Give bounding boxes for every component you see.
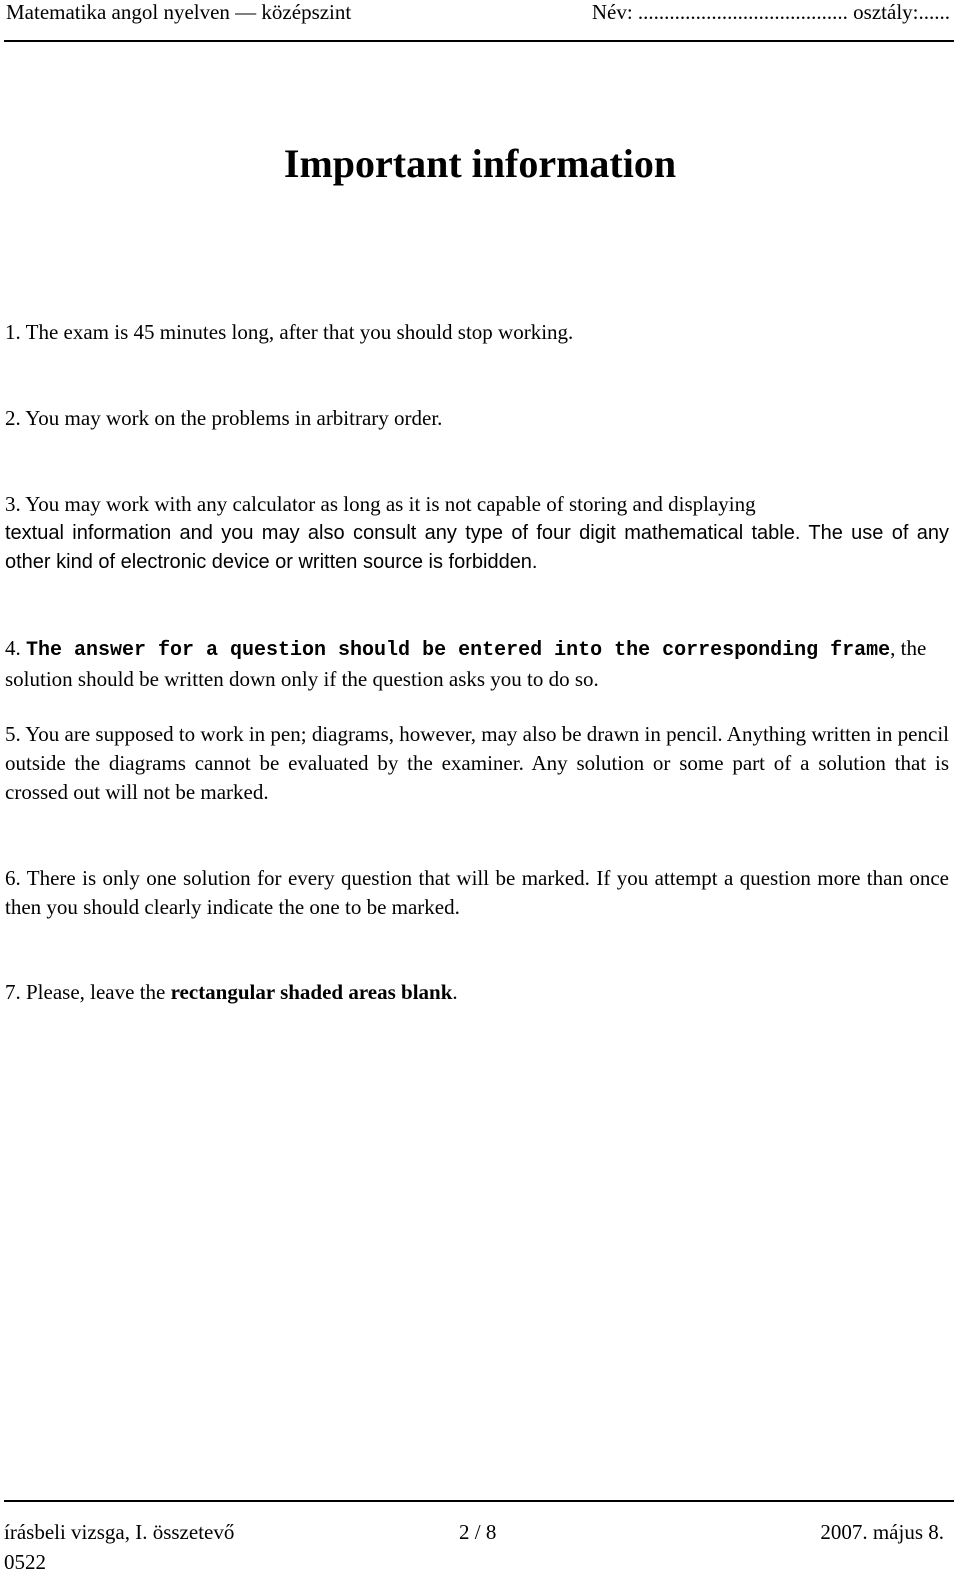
instruction-6: 6. There is only one solution for every question that will be marked. If you attempt a question more than once then you should clearly indicate the one to be marked.	[5, 866, 949, 919]
instruction-3-line1: 3. You may work with any calculator as long as it is not capable of storing and displaying	[5, 492, 756, 516]
page-header	[4, 0, 954, 42]
footer-page-number: 2 / 8	[459, 1520, 497, 1544]
header-subject: Matematika angol nyelven — középszint	[6, 0, 352, 24]
footer-date: 2007. május 8.	[820, 1520, 944, 1544]
instruction-4-emphasis: The answer for a question should be entered into the corresponding frame	[26, 639, 891, 662]
instruction-3	[5, 490, 949, 577]
footer-exam-part: írásbeli vizsga, I. összetevő	[4, 1520, 235, 1544]
header-name-class-field: Név: ........................................ osztály:......	[591, 0, 950, 24]
page-title: Important information	[283, 141, 677, 186]
footer-code: 0522	[4, 1550, 46, 1574]
instruction-2: 2. You may work on the problems in arbitrary order.	[5, 406, 443, 430]
instruction-7	[5, 978, 949, 1007]
instruction-4	[5, 634, 949, 694]
instruction-1: 1. The exam is 45 minutes long, after that you should stop working.	[5, 320, 574, 344]
page-footer	[4, 1500, 954, 1574]
instruction-4-rest: solution should be written down only if the question asks you to do so.	[5, 667, 599, 691]
instruction-7-post: .	[452, 980, 458, 1004]
instruction-4-after: , the	[890, 636, 927, 660]
instruction-7-emphasis: rectangular shaded areas blank	[170, 980, 453, 1004]
instruction-4-number: 4.	[5, 636, 21, 660]
instruction-3-rest: textual information and you may also consult any type of four digit mathematical table. The use of any other kind of electronic device or written source is forbidden.	[5, 522, 949, 573]
instruction-5: 5. You are supposed to work in pen; diagrams, however, may also be drawn in pencil. Anything written in pencil outside the diagrams cannot be evaluated by the examiner. Any solution or some part of a solution that is crossed out will not be marked.	[5, 722, 949, 804]
instruction-7-pre: 7. Please, leave the	[5, 980, 171, 1004]
